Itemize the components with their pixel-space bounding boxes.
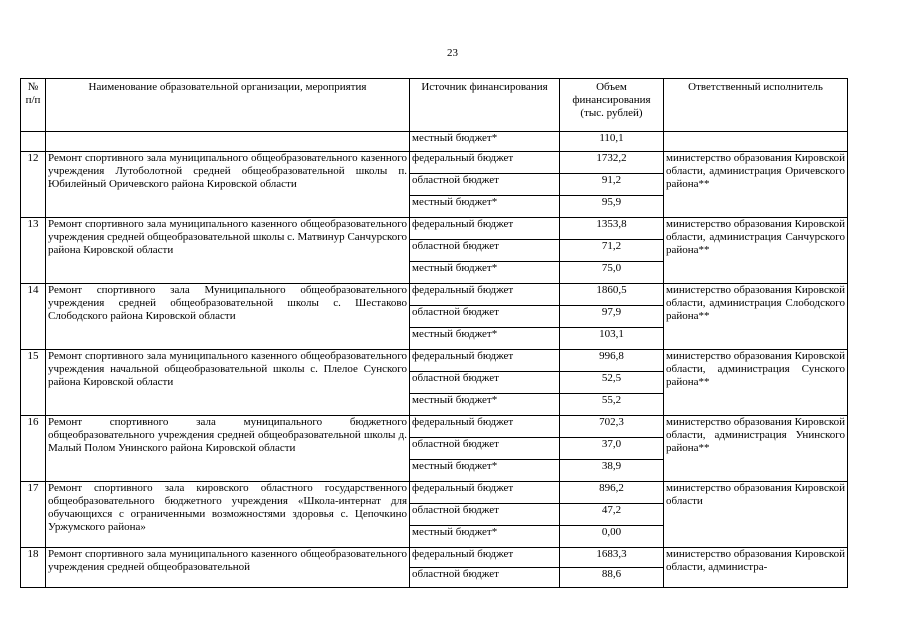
header-volume: Объем финансирования (тыс. рублей) xyxy=(560,79,664,132)
row-description: Ремонт спортивного зала муниципального казенного общеобразовательного учреждения начальной общеобразовательной школы с. Плелое Сунского района Кировской области xyxy=(46,350,410,416)
funding-value: 896,2 xyxy=(560,482,664,504)
row-executor: министерство образования Кировской области, администрация Слободского района** xyxy=(664,284,848,350)
header-executor: Ответственный исполнитель xyxy=(664,79,848,132)
funding-value: 55,2 xyxy=(560,394,664,416)
header-num: № п/п xyxy=(21,79,46,132)
row-executor: министерство образования Кировской области, администрация Оричевского района** xyxy=(664,152,848,218)
carryover-row xyxy=(21,132,848,152)
funding-value: 38,9 xyxy=(560,460,664,482)
funding-value: 0,00 xyxy=(560,526,664,548)
table-row xyxy=(21,152,848,174)
row-number: 15 xyxy=(21,350,46,416)
row-number: 16 xyxy=(21,416,46,482)
funding-value: 1860,5 xyxy=(560,284,664,306)
header-row xyxy=(21,79,848,132)
carryover-executor xyxy=(664,132,848,152)
funding-source: федеральный бюджет xyxy=(410,416,560,438)
funding-source: федеральный бюджет xyxy=(410,218,560,240)
funding-source: федеральный бюджет xyxy=(410,152,560,174)
table-row xyxy=(21,548,848,568)
carryover-name xyxy=(46,132,410,152)
carryover-num xyxy=(21,132,46,152)
funding-value: 103,1 xyxy=(560,328,664,350)
funding-value: 702,3 xyxy=(560,416,664,438)
funding-source: федеральный бюджет xyxy=(410,350,560,372)
funding-value: 88,6 xyxy=(560,568,664,588)
funding-value: 996,8 xyxy=(560,350,664,372)
row-description: Ремонт спортивного зала муниципального казенного общеобразовательного учреждения средней общеобразовательной школы с. Матвинур Санчурского района Кировской области xyxy=(46,218,410,284)
row-description: Ремонт спортивного зала муниципального бюджетного общеобразовательного учреждения средней общеобразовательной школы д. Малый Полом Унинского района Кировской области xyxy=(46,416,410,482)
funding-value: 71,2 xyxy=(560,240,664,262)
funding-source: областной бюджет xyxy=(410,504,560,526)
funding-source: федеральный бюджет xyxy=(410,482,560,504)
row-executor: министерство образования Кировской области, администрация Сунского района** xyxy=(664,350,848,416)
funding-value: 1683,3 xyxy=(560,548,664,568)
funding-table xyxy=(20,78,848,588)
funding-source: областной бюджет xyxy=(410,174,560,196)
funding-source: местный бюджет* xyxy=(410,262,560,284)
funding-source: федеральный бюджет xyxy=(410,548,560,568)
row-description: Ремонт спортивного зала кировского областного государственного общеобразовательного бюджетного учреждения «Школа-интернат для обучающихся с ограниченными возможностями здоровья с. Цепочкино Уржумского района» xyxy=(46,482,410,548)
table-row xyxy=(21,482,848,504)
table-row xyxy=(21,416,848,438)
funding-source: областной бюджет xyxy=(410,438,560,460)
funding-source: местный бюджет* xyxy=(410,196,560,218)
table-row xyxy=(21,218,848,240)
funding-source: местный бюджет* xyxy=(410,526,560,548)
funding-source: федеральный бюджет xyxy=(410,284,560,306)
funding-value: 1732,2 xyxy=(560,152,664,174)
row-description: Ремонт спортивного зала муниципального общеобразовательного казенного учреждения Лутоболотной средней общеобразовательной школы п. Юбилейный Оричевского района Кировской области xyxy=(46,152,410,218)
header-name: Наименование образовательной организации, мероприятия xyxy=(46,79,410,132)
table-row xyxy=(21,350,848,372)
funding-value: 95,9 xyxy=(560,196,664,218)
funding-source: областной бюджет xyxy=(410,240,560,262)
funding-source: местный бюджет* xyxy=(410,328,560,350)
row-description: Ремонт спортивного зала муниципального казенного общеобразовательного учреждения средней общеобразовательной xyxy=(46,548,410,588)
carryover-value: 110,1 xyxy=(560,132,664,152)
funding-value: 52,5 xyxy=(560,372,664,394)
table-row xyxy=(21,284,848,306)
row-number: 17 xyxy=(21,482,46,548)
funding-value: 47,2 xyxy=(560,504,664,526)
funding-value: 75,0 xyxy=(560,262,664,284)
row-number: 18 xyxy=(21,548,46,588)
funding-value: 91,2 xyxy=(560,174,664,196)
carryover-source: местный бюджет* xyxy=(410,132,560,152)
funding-value: 1353,8 xyxy=(560,218,664,240)
funding-source: областной бюджет xyxy=(410,568,560,588)
row-executor: министерство образования Кировской области, администрация Санчурского района** xyxy=(664,218,848,284)
funding-source: областной бюджет xyxy=(410,306,560,328)
row-number: 12 xyxy=(21,152,46,218)
row-executor: министерство образования Кировской области xyxy=(664,482,848,548)
row-executor: министерство образования Кировской области, администра- xyxy=(664,548,848,588)
funding-value: 37,0 xyxy=(560,438,664,460)
row-number: 14 xyxy=(21,284,46,350)
row-description: Ремонт спортивного зала Муниципального общеобразовательного учреждения средней общеобразовательной школы с. Шестаково Слободского района Кировской области xyxy=(46,284,410,350)
row-number: 13 xyxy=(21,218,46,284)
funding-source: областной бюджет xyxy=(410,372,560,394)
header-source: Источник финансирования xyxy=(410,79,560,132)
funding-source: местный бюджет* xyxy=(410,394,560,416)
row-executor: министерство образования Кировской области, администрация Унинского района** xyxy=(664,416,848,482)
funding-value: 97,9 xyxy=(560,306,664,328)
page-number: 23 xyxy=(447,47,458,59)
funding-source: местный бюджет* xyxy=(410,460,560,482)
